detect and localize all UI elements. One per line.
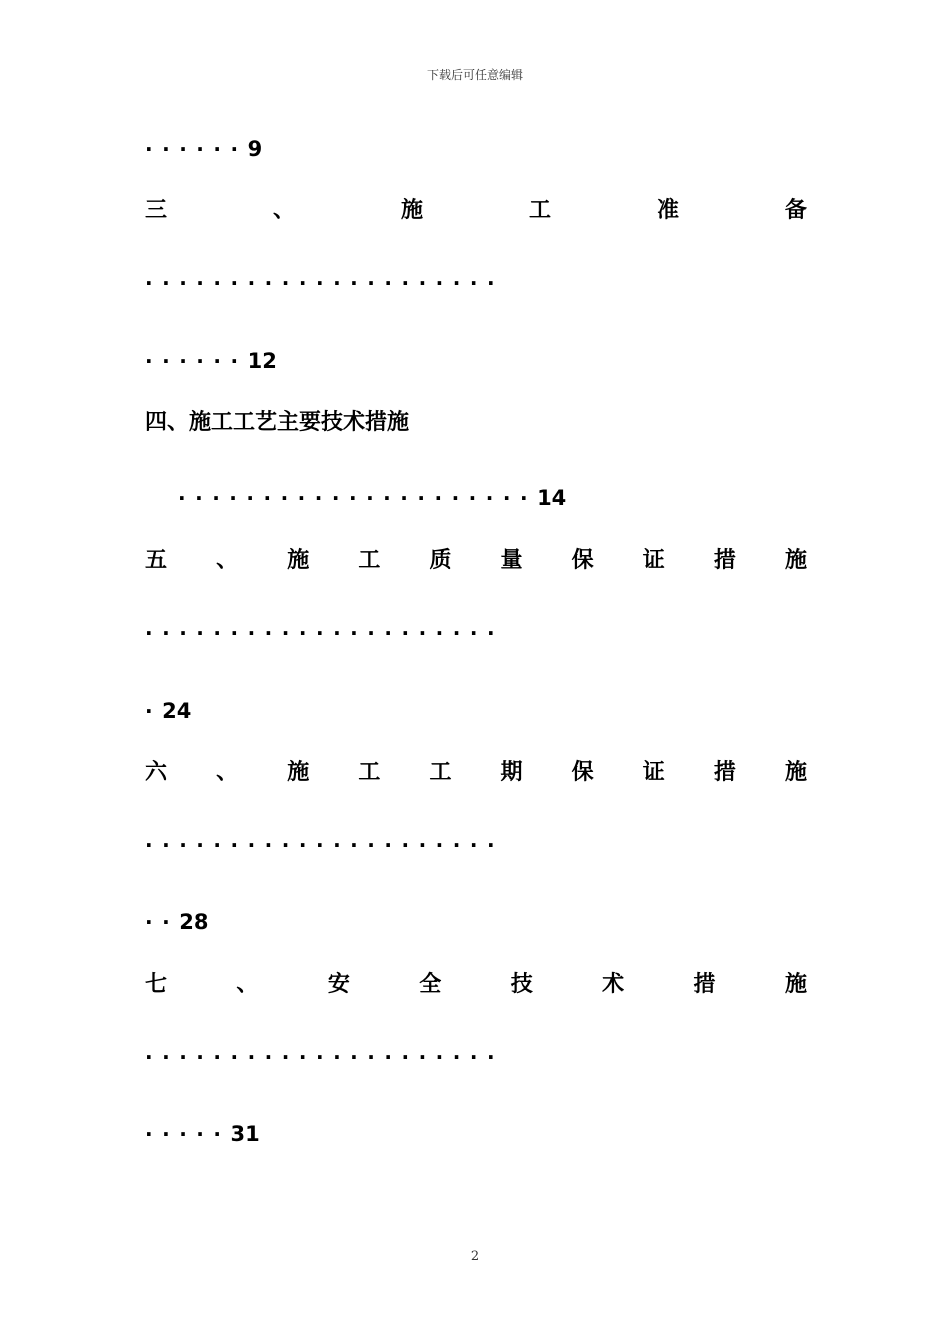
toc-page-line: [178, 483, 778, 513]
dot-leader: ·····: [145, 1122, 231, 1146]
heading-char: 备: [784, 198, 807, 223]
heading-char: 质: [429, 548, 452, 573]
heading-char: 施: [287, 760, 310, 785]
toc-page-line: [145, 696, 807, 726]
heading-char: 施: [784, 972, 807, 997]
toc-page-line: [145, 346, 807, 376]
toc-heading-section-6: [145, 758, 807, 788]
toc-continuation-line: [145, 134, 807, 164]
heading-char: 量: [500, 548, 523, 573]
heading-char: 三: [145, 198, 168, 223]
heading-char: 施: [784, 760, 807, 785]
heading-char: 施: [287, 548, 310, 573]
heading-char: 期: [500, 760, 523, 785]
toc-dot-leader-line: [145, 1042, 807, 1072]
toc-page-line: [145, 907, 807, 937]
page-footer-number: 2: [470, 1249, 480, 1264]
dot-leader: ·····················: [145, 621, 505, 645]
heading-char: 全: [419, 972, 442, 997]
toc-dot-leader-line: [145, 618, 807, 648]
toc-heading-section-4: 四、施工工艺主要技术措施: [145, 410, 410, 435]
heading-char: 五: [145, 548, 168, 573]
toc-dot-leader-line: [145, 830, 807, 860]
page-number: 24: [162, 699, 192, 723]
page-number: 9: [247, 137, 263, 161]
heading-char: 证: [642, 548, 665, 573]
toc-heading-section-3: [145, 196, 807, 226]
heading-char: 证: [642, 760, 665, 785]
heading-char: 六: [145, 760, 168, 785]
heading-char: 措: [713, 760, 736, 785]
page-number: 12: [247, 349, 277, 373]
dot-leader: ······: [145, 349, 248, 373]
heading-char: 安: [327, 972, 350, 997]
page-header: 下载后可任意编辑: [426, 68, 523, 82]
heading-char: 保: [571, 760, 594, 785]
heading-char: 工: [429, 760, 452, 785]
toc-page-line: [145, 1119, 807, 1149]
dot-leader: ······: [145, 137, 248, 161]
dot-leader: ·: [145, 699, 163, 723]
toc-heading-section-5: [145, 546, 807, 576]
dot-leader: ·····················: [145, 271, 505, 295]
heading-char: 措: [693, 972, 716, 997]
heading-char: 措: [713, 548, 736, 573]
dot-leader: ·····················: [145, 1045, 505, 1069]
page-number: 31: [230, 1122, 260, 1146]
heading-char: 保: [571, 548, 594, 573]
page-number: 28: [179, 910, 209, 934]
dot-leader: ··: [145, 910, 180, 934]
heading-char: 准: [656, 198, 679, 223]
heading-char: 工: [358, 548, 381, 573]
page-number: 14: [537, 486, 567, 510]
heading-char: 、: [216, 760, 239, 785]
heading-char: 、: [236, 972, 259, 997]
dot-leader: ·····················: [178, 486, 538, 510]
heading-char: 工: [528, 198, 551, 223]
toc-heading-section-7: [145, 970, 807, 1000]
dot-leader: ·····················: [145, 833, 505, 857]
heading-char: 施: [400, 198, 423, 223]
toc-dot-leader-line: [145, 268, 807, 298]
heading-char: 、: [272, 198, 295, 223]
heading-char: 工: [358, 760, 381, 785]
heading-char: 技: [510, 972, 533, 997]
heading-char: 施: [784, 548, 807, 573]
heading-char: 、: [216, 548, 239, 573]
heading-char: 七: [145, 972, 168, 997]
heading-char: 术: [602, 972, 625, 997]
